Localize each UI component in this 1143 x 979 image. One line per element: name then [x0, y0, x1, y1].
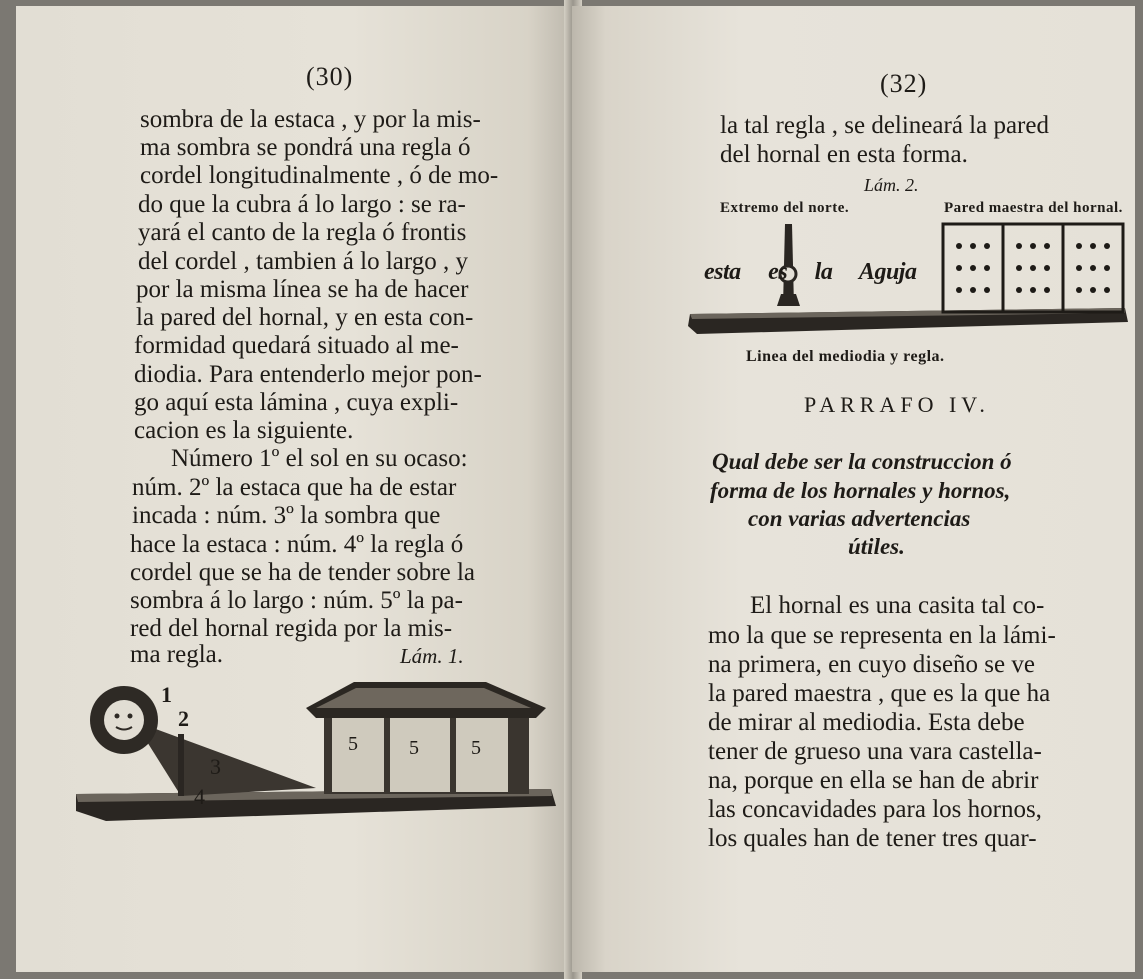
text-line: cordel que se ha de tender sobre la: [130, 559, 475, 586]
text-line: do que la cubra á lo largo : se ra-: [138, 191, 466, 218]
figure-number-label: 4: [194, 784, 205, 809]
page-number: (30): [306, 62, 354, 91]
figure-number-label: 5: [348, 733, 358, 755]
figure-label-north: Extremo del norte.: [720, 200, 850, 216]
text-line: mo la que se representa en la lámi-: [708, 622, 1056, 649]
text-line: los quales han de tener tres quar-: [708, 825, 1037, 852]
text-line: la pared maestra , que es la que ha: [708, 680, 1051, 707]
text-line: incada : núm. 3º la sombra que: [132, 502, 441, 529]
subheading-line: Qual debe ser la construccion ó: [712, 449, 1012, 474]
woodcut-illustration: [16, 6, 572, 972]
text-line: del cordel , tambien á lo largo , y: [138, 248, 468, 275]
plate-reference: Lám. 1.: [400, 644, 464, 668]
text-line: na primera, en cuyo diseño se ve: [708, 651, 1035, 678]
text-line: ma sombra se pondrá una regla ó: [140, 134, 471, 161]
page-number: (32): [880, 69, 928, 98]
text-line: del hornal en esta forma.: [720, 141, 968, 168]
text-line: yará el canto de la regla ó frontis: [138, 219, 467, 246]
text-line: cordel longitudinalmente , ó de mo-: [140, 162, 499, 189]
text-line: núm. 2º la estaca que ha de estar: [132, 474, 457, 501]
text-line: hace la estaca : núm. 4º la regla ó: [130, 531, 464, 558]
figure-number-label: 5: [471, 737, 481, 759]
figure-label-wall: Pared maestra del hornal.: [944, 200, 1123, 216]
text-line: formidad quedará situado al me-: [134, 332, 459, 359]
text-line: tener de grueso una vara castella-: [708, 738, 1042, 765]
text-line: na, porque en ella se han de abrir: [708, 767, 1039, 794]
text-line: diodia. Para entenderlo mejor pon-: [134, 361, 482, 388]
subheading-line: con varias advertencias: [748, 506, 971, 531]
figure-caption: Linea del mediodia y regla.: [746, 348, 945, 365]
text-line: por la misma línea se ha de hacer: [136, 276, 469, 303]
text-line: de mirar al mediodia. Esta debe: [708, 709, 1025, 736]
figure-number-label: 2: [178, 706, 189, 731]
figure-number-label: 3: [210, 754, 221, 779]
section-heading: PARRAFO IV.: [804, 392, 990, 417]
text-line: las concavidades para los hornos,: [708, 796, 1042, 823]
plate-reference: Lám. 2.: [864, 175, 919, 195]
text-line: sombra de la estaca , y por la mis-: [140, 106, 481, 133]
text-line: go aquí esta lámina , cuya expli-: [134, 389, 459, 416]
needle-label: esta es la Aguja: [704, 259, 917, 285]
text-line: la pared del hornal, y en esta con-: [136, 304, 474, 331]
figure-number-label: 5: [409, 737, 419, 759]
text-line: cacion es la siguiente.: [134, 417, 354, 444]
text-line: sombra á lo largo : núm. 5º la pa-: [130, 587, 463, 614]
subheading-line: útiles.: [848, 534, 905, 559]
subheading-line: forma de los hornales y hornos,: [710, 478, 1011, 503]
figure-number-label: 1: [161, 682, 172, 707]
text-line: El hornal es una casita tal co-: [750, 592, 1045, 619]
text-line: red del hornal regida por la mis-: [130, 615, 453, 642]
right-page: [572, 6, 1135, 972]
text-line: Número 1º el sol en su ocaso:: [171, 445, 468, 472]
text-line: la tal regla , se delineará la pared: [720, 112, 1049, 139]
text-line: ma regla.: [130, 641, 224, 668]
left-page: [16, 6, 572, 972]
